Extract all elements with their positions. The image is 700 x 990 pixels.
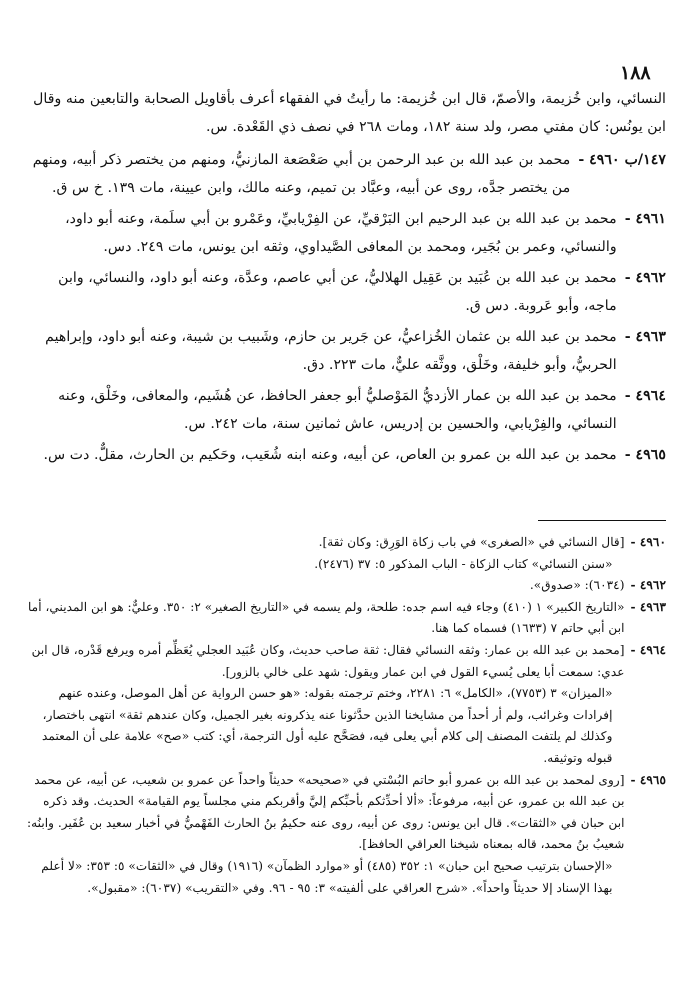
footnote-number: ٤٩٦٥ -	[630, 772, 666, 787]
footnote-line: «الميزان» ٣ (٧٧٥٣)، «الكامل» ٦: ٢٢٨١، وختم ترجمته بقوله: «هو حسن الرواية عن أهل الموصل، وعنده عنهم إفرادات وغرائب، ولم أر أحداً من مشايخنا الذين حدَّثونا عنه يذكرونه بغير الجميل، وكان عندهم ثقة» انتهى باختصار، وكذلك لم يلتفت المصنف إلى كلام أبي يعلى فيه، فصَحَّح عليه أول الترجمة، أي: كتب «صح» علامة على أن المعتمد قبوله وتوثيقه.	[42, 686, 613, 765]
footnote-line: «سنن النسائي» كتاب الزكاة - الباب المذكور ٥: ٣٧ (٢٤٧٦).	[314, 556, 613, 571]
footnote-divider	[538, 520, 666, 521]
entry-4961	[26, 206, 666, 261]
page-number: ١٨٨	[620, 62, 651, 84]
footnote-4964	[26, 640, 666, 770]
footnotes	[26, 532, 666, 899]
footnote-number: ٤٩٦٤ -	[630, 642, 666, 657]
footnote-4965	[26, 770, 666, 900]
footnote-line: «الإحسان بترتيب صحيح ابن حبان» ١: ٣٥٢ (٤٨٥) أو «موارد الظمآن» (١٩١٦) وقال في «الثقات» ٥: ٣٥٣: «لا أعلم بهذا الإسناد إلا حديثاً واحداً». «شرح العراقي على ألفيته» ٣: ٩٥ - ٩٦. وفي «التقريب» (٦٠٣٧): «مقبول».	[41, 858, 613, 895]
footnote-number: ٤٩٦٠ -	[630, 535, 666, 549]
entry-4965	[26, 442, 666, 470]
entry-4962	[26, 265, 666, 320]
entry-4960	[26, 147, 666, 202]
footnote-body	[26, 597, 625, 640]
footnote-4963	[26, 597, 666, 640]
footnote-body	[26, 770, 625, 900]
entry-4963	[26, 324, 666, 379]
entry-text: محمد بن عبد الله بن عثمان الخُزاعيُّ، عن جَرير بن حازم، وشَبيب بن شيبة، وعنه أبو داود، وإبراهيم الحربيُّ، وأبو خليفة، وخَلْق، ووثَّقه عليٌّ، مات ٢٢٣. دق.	[45, 329, 617, 373]
footnote-number: ٤٩٦٢ -	[630, 578, 666, 593]
footnote-line: (٦٠٣٤): «صدوق».	[529, 578, 625, 593]
footnote-line: [محمد بن عبد الله بن عمار: وثقه النسائي فقال: ثقة صاحب حديث، وكان عُبَيد العجلي يُعَظِّم أمره ويرفع قَدْره، قال ابن عدي: سمعت أبا يعلى يُسيء القول في ابن عمار ويقول: شهد على خالي بالزور].	[31, 642, 625, 679]
entry-number: ٤٩٦٥ -	[624, 447, 666, 463]
entry-number: ٤٩٦٣ -	[624, 329, 666, 345]
entry-number: ١٤٧/ب ٤٩٦٠ -	[578, 152, 666, 168]
footnote-body	[26, 575, 625, 597]
entry-text: محمد بن عبد الله بن عبد الرحمن بن أبي صَعْصَعة المازنيُّ، ومنهم من يختصر ذكر أبيه، ومنهم من يختصر جدَّه، روى عن أبيه، وعبَّاد بن تميم، وعنه مالك، وابن عيينة، مات ١٣٩. خ س ق.	[32, 152, 571, 196]
footnote-line: [روى لمحمد بن عبد الله بن عمرو أبو حاتم البُسْتي في «صحيحه» حديثاً واحداً عن عمرو بن شعيب، عن أبيه، عن محمد بن عبد الله بن عمرو، عن أبيه، مرفوعاً: «ألا أحدِّثكم بأحبِّكم إليَّ وأقربكم مني مجلساً يوم القيامة» الحديث. وقد ذكره ابن حبان في «الثقات». قال ابن يونس: روى عن أبيه، روى عنه حكيمُ بنُ الحارث الفَهْميُّ في أخبار سعيد بن عُفَير. وابنُه: شعيبُ بنُ محمد، قاله بمعناه شيخنا العراقي الحافظ].	[27, 772, 625, 852]
entry-4964	[26, 383, 666, 438]
footnote-body	[26, 532, 625, 575]
footnote-4960	[26, 532, 666, 575]
entry-text: محمد بن عبد الله بن عمار الأزديُّ المَوْصليُّ أبو جعفر الحافظ، عن هُشَيم، والمعافى، وخَلْق، وعنه النسائي، والفِرْيابي، والحسين بن إدريس، عاش ثمانين سنة، مات ٢٤٢. س.	[58, 388, 617, 432]
entry-number: ٤٩٦٤ -	[624, 388, 666, 404]
footnote-body	[26, 640, 625, 770]
footnote-number: ٤٩٦٣ -	[630, 599, 666, 614]
footnote-line: «التاريخ الكبير» ١ (٤١٠) وجاء فيه اسم جده: طلحة، ولم يسمه في «التاريخ الصغير» ٢: ٣٥٠. وعليٌّ: هو ابن المديني، أما ابن أبي حاتم ٧ (١٦٣٣) فسماه كما هنا.	[27, 599, 625, 636]
entry-number: ٤٩٦٢ -	[624, 270, 666, 286]
entry-number: ٤٩٦١ -	[624, 211, 666, 227]
continuation-paragraph: النسائي، وابن خُزيمة، والأصمّ، قال ابن خُزيمة: ما رأيتُ في الفقهاء أعرف بأقاويل الصحابة والتابعين منه وقال ابن يونُس: كان مفتي مصر، ولد سنة ١٨٢، ومات ٢٦٨ في نصف ذي القَعْدة. س.	[33, 91, 666, 135]
entry-text: محمد بن عبد الله بن عبد الرحيم ابن البَرْقيِّ، عن الفِرْيابيِّ، وعَمْرو بن أبي سلَمة، وعنه أبو داود، والنسائي، وعمر بن بُجَير، ومحمد بن المعافى الصَّيداوي، وثقه ابن يونس، مات ٢٤٩. دس.	[65, 211, 617, 255]
entry-text: محمد بن عبد الله بن عُبَيد بن عَقِيل الهلاليُّ، عن أبي عاصم، وعدَّة، وعنه أبو داود، والنسائي، وابن ماجه، وأبو عَروبة. دس ق.	[58, 270, 617, 314]
entry-text: محمد بن عبد الله بن عمرو بن العاص، عن أبيه، وعنه ابنه شُعَيب، وحَكيم بن الحارث، مقلٌّ. دت س.	[43, 447, 617, 463]
footnote-4962	[26, 575, 666, 597]
footnote-line: [قال النسائي في «الصغرى» في باب زكاة الوَرِق: وكان ثقة].	[318, 535, 625, 549]
main-text	[26, 86, 666, 470]
